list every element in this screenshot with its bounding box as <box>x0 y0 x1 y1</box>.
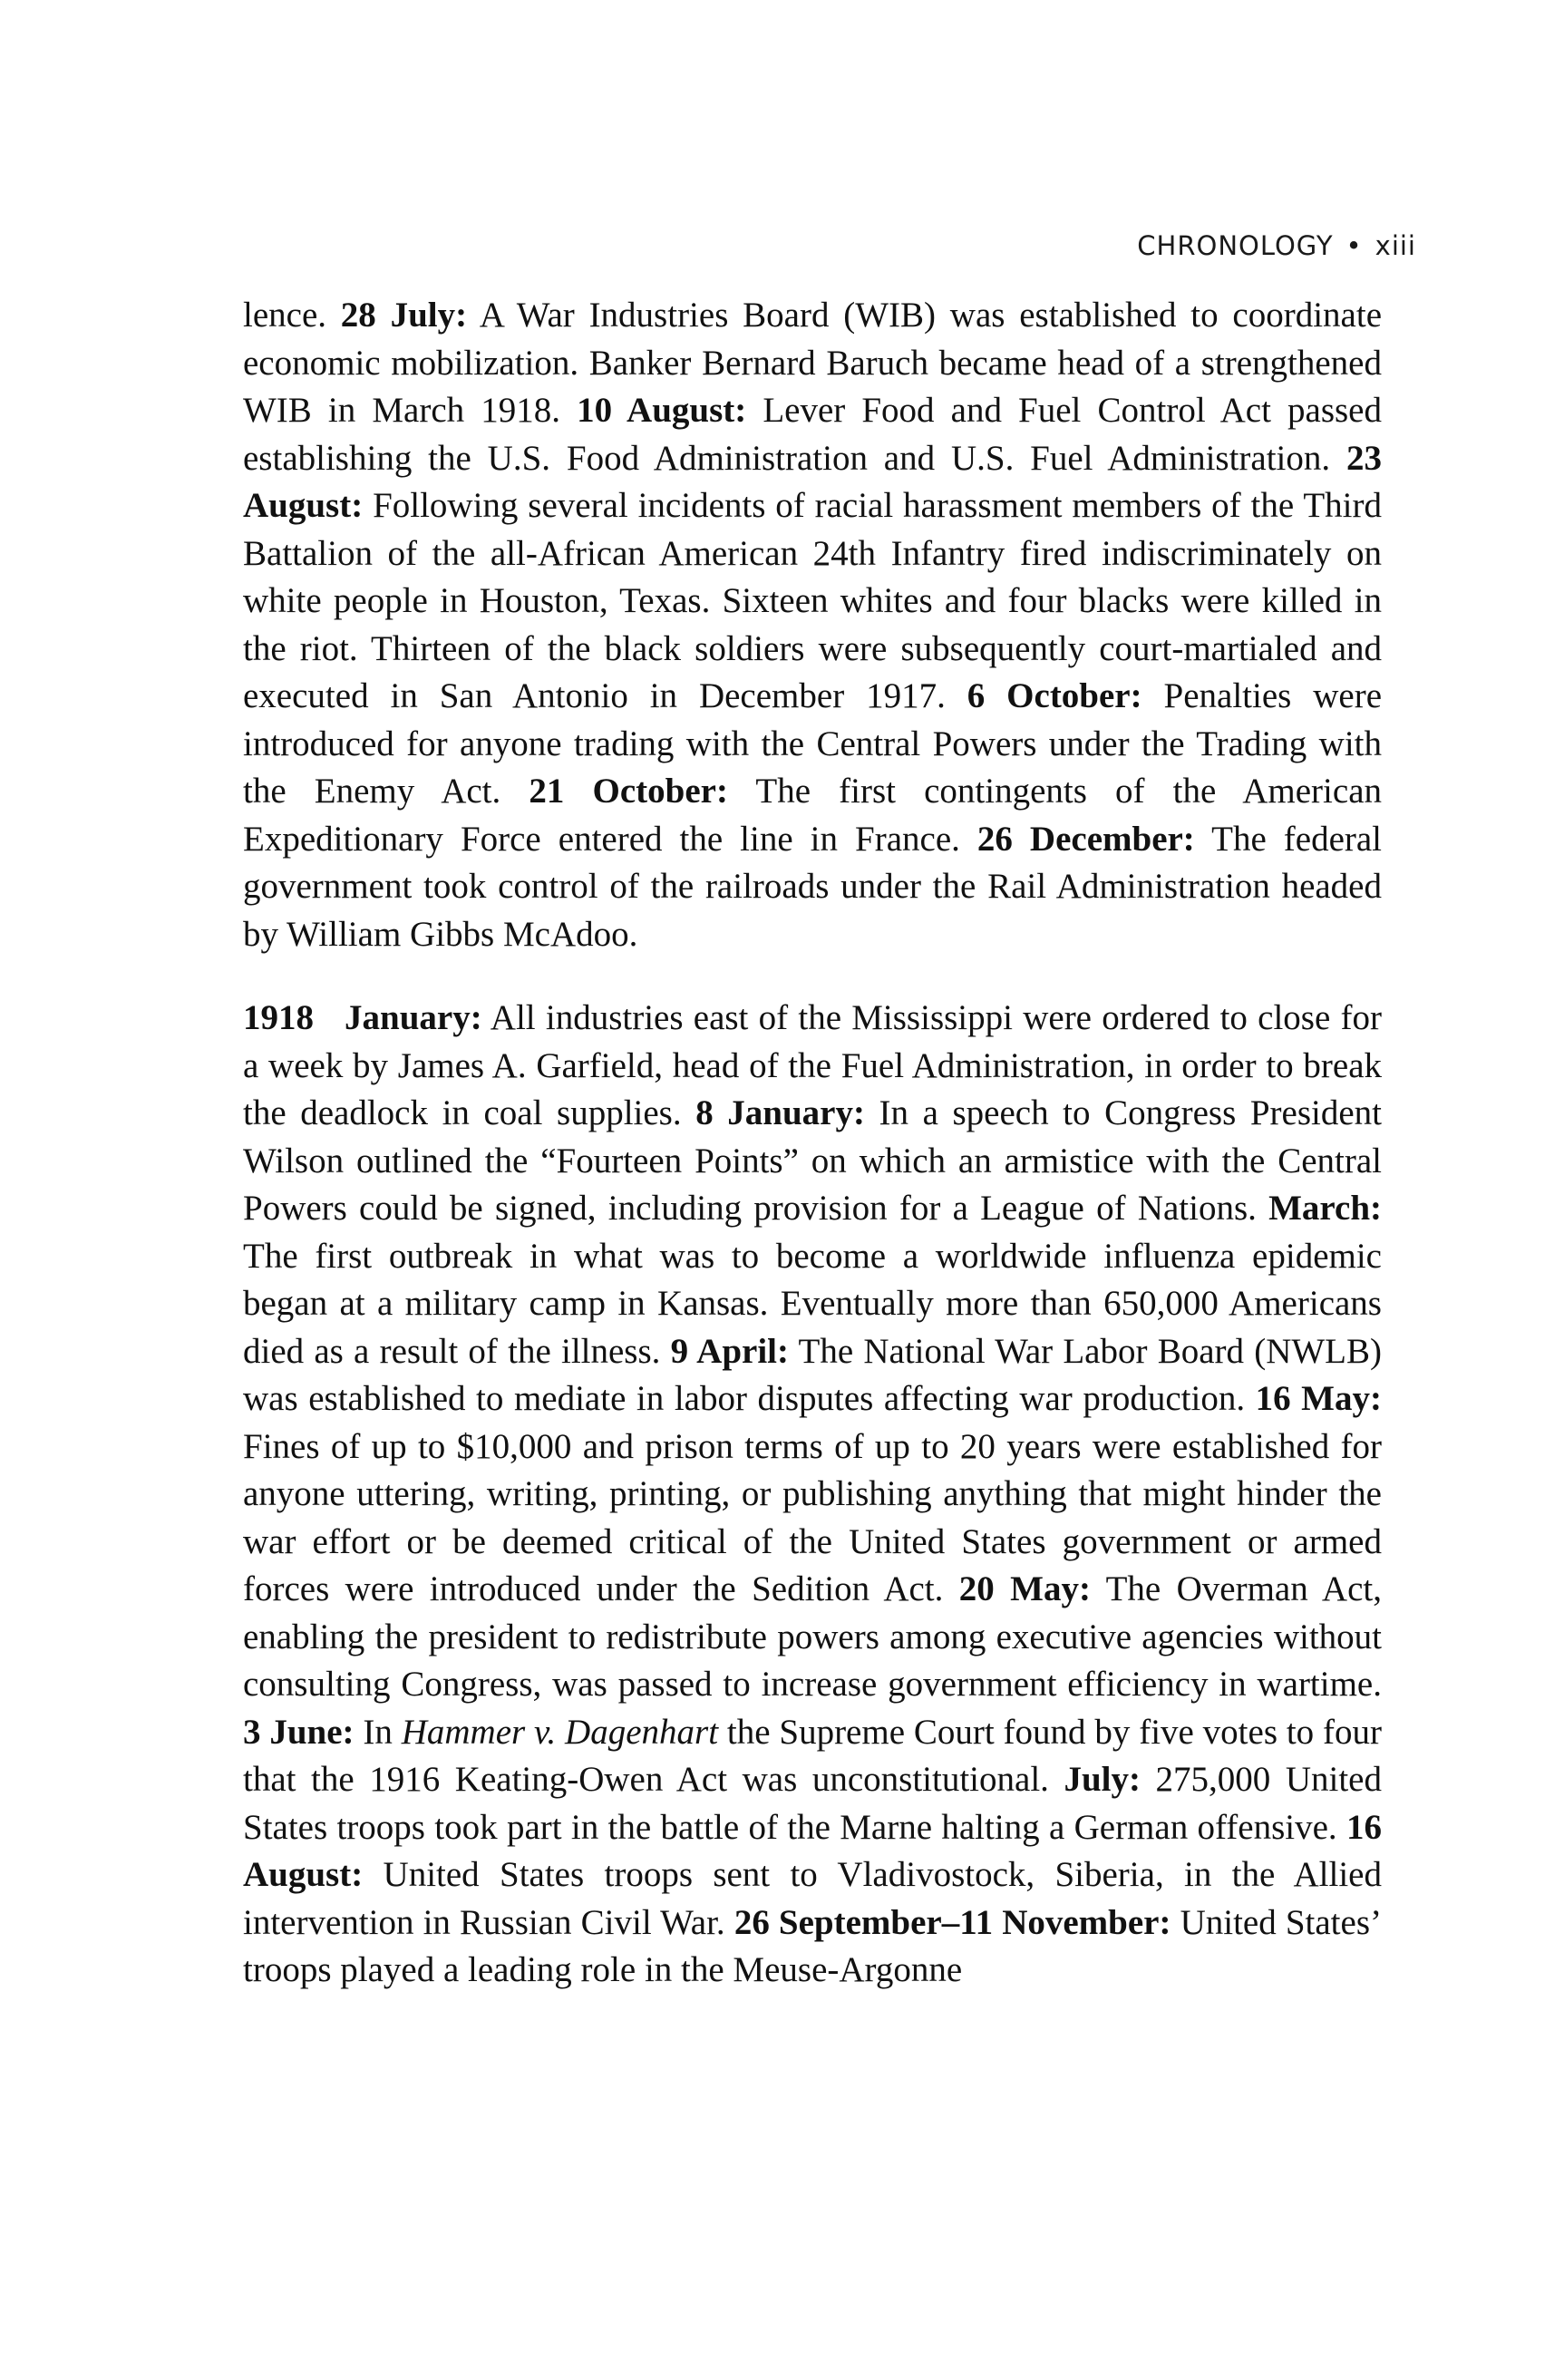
entry-date: 16 May: <box>1255 1379 1382 1418</box>
entry-date: 9 April: <box>670 1331 790 1371</box>
entry-date: January: <box>345 998 482 1037</box>
entry-date: 16 August: <box>243 1807 1382 1894</box>
entry-text: All industries east of the Mississippi were ordered to close for a week by James A. Garfield, head of the Fuel Administration, in order to break the deadlock in coal supplies. <box>243 998 1382 1132</box>
entry-text: Lever Food and Fuel Control Act passed establishing the U.S. Food Administration and U.S. Fuel Administration. <box>243 391 1382 478</box>
entry-date: 10 August: <box>577 391 747 430</box>
entry-text: The federal government took control of the railroads under the Rail Administration headed by William Gibbs McAdoo. <box>243 819 1383 954</box>
chronology-body <box>243 292 1382 1995</box>
entry-text: In <box>354 1712 402 1752</box>
entry-date: 28 July: <box>340 296 468 335</box>
entry-text: United States troops sent to Vladivostock, Siberia, in the Allied intervention in Russian Civil War. <box>243 1855 1382 1942</box>
entry-date: 8 January: <box>695 1093 865 1132</box>
entry-text: The Overman Act, enabling the president to redistribute powers among executive agencies without consulting Congress, was passed to increase government efficiency in wartime. <box>243 1569 1382 1704</box>
entry-text: Fines of up to $10,000 and prison terms of up to 20 years were established for anyone uttering, writing, printing, or publishing anything that might hinder the war effort or be deemed critical of the United States government or armed forces were introduced under the Sedition Act. <box>243 1426 1382 1608</box>
running-head <box>1137 230 1416 261</box>
entry-date: 23 August: <box>243 438 1382 525</box>
entry-text: Following several incidents of racial harassment members of the Third Battalion of the all-African American 24th Infantry fired indiscriminately on white people in Houston, Texas. Sixteen whites and four blacks were killed in the riot. Thirteen of the black soldiers were subsequently court-martialed and executed in San Antonio in December 1917. <box>243 486 1382 715</box>
chronology-entry-1917-continued <box>243 292 1382 958</box>
entry-text: Penalties were introduced for anyone trading with the Central Powers under the Trading with the Enemy Act. <box>243 676 1382 811</box>
entry-text: The first outbreak in what was to become a worldwide influenza epidemic began at a military camp in Kansas. Eventually more than 650,000 Americans died as a result of the illness. <box>243 1236 1382 1371</box>
case-title: Hammer v. Dagenhart <box>401 1712 719 1752</box>
entry-date: 26 December: <box>976 819 1195 859</box>
running-head-bullet: • <box>1345 230 1363 261</box>
entry-text: lence. <box>243 296 341 335</box>
year-label: 1918 <box>243 998 314 1037</box>
entry-date: 3 June: <box>243 1712 355 1752</box>
entry-date: July: <box>1064 1760 1141 1799</box>
entry-text: A War Industries Board (WIB) was established to coordinate economic mobilization. Banker Bernard Baruch became head of a strengthened WIB in March 1918. <box>243 296 1382 430</box>
entry-date: March: <box>1268 1189 1382 1228</box>
entry-text: the Supreme Court found by five votes to four that the 1916 Keating-Owen Act was unconstitutional. <box>243 1712 1382 1799</box>
entry-text: The first contingents of the American Expeditionary Force entered the line in France. <box>243 772 1382 859</box>
entry-text: United States’ troops played a leading role in the Meuse-Argonne <box>243 1902 1382 1989</box>
running-head-section: CHRONOLOGY <box>1137 230 1334 261</box>
entry-text: The National War Labor Board (NWLB) was established to mediate in labor disputes affecting war production. <box>243 1331 1382 1418</box>
page-number: xiii <box>1375 230 1416 261</box>
entry-date: 20 May: <box>958 1569 1091 1608</box>
entry-date: 6 October: <box>967 676 1142 715</box>
entry-date: 21 October: <box>529 772 728 811</box>
chronology-entry-1918 <box>243 995 1382 1995</box>
entry-text: 275,000 United States troops took part in the battle of the Marne halting a German offensive. <box>243 1760 1382 1847</box>
entry-date: 26 September–11 November: <box>733 1902 1171 1942</box>
entry-text: In a speech to Congress President Wilson outlined the “Fourteen Points” on which an armistice with the Central Powers could be signed, including provision for a League of Nations. <box>243 1093 1382 1228</box>
